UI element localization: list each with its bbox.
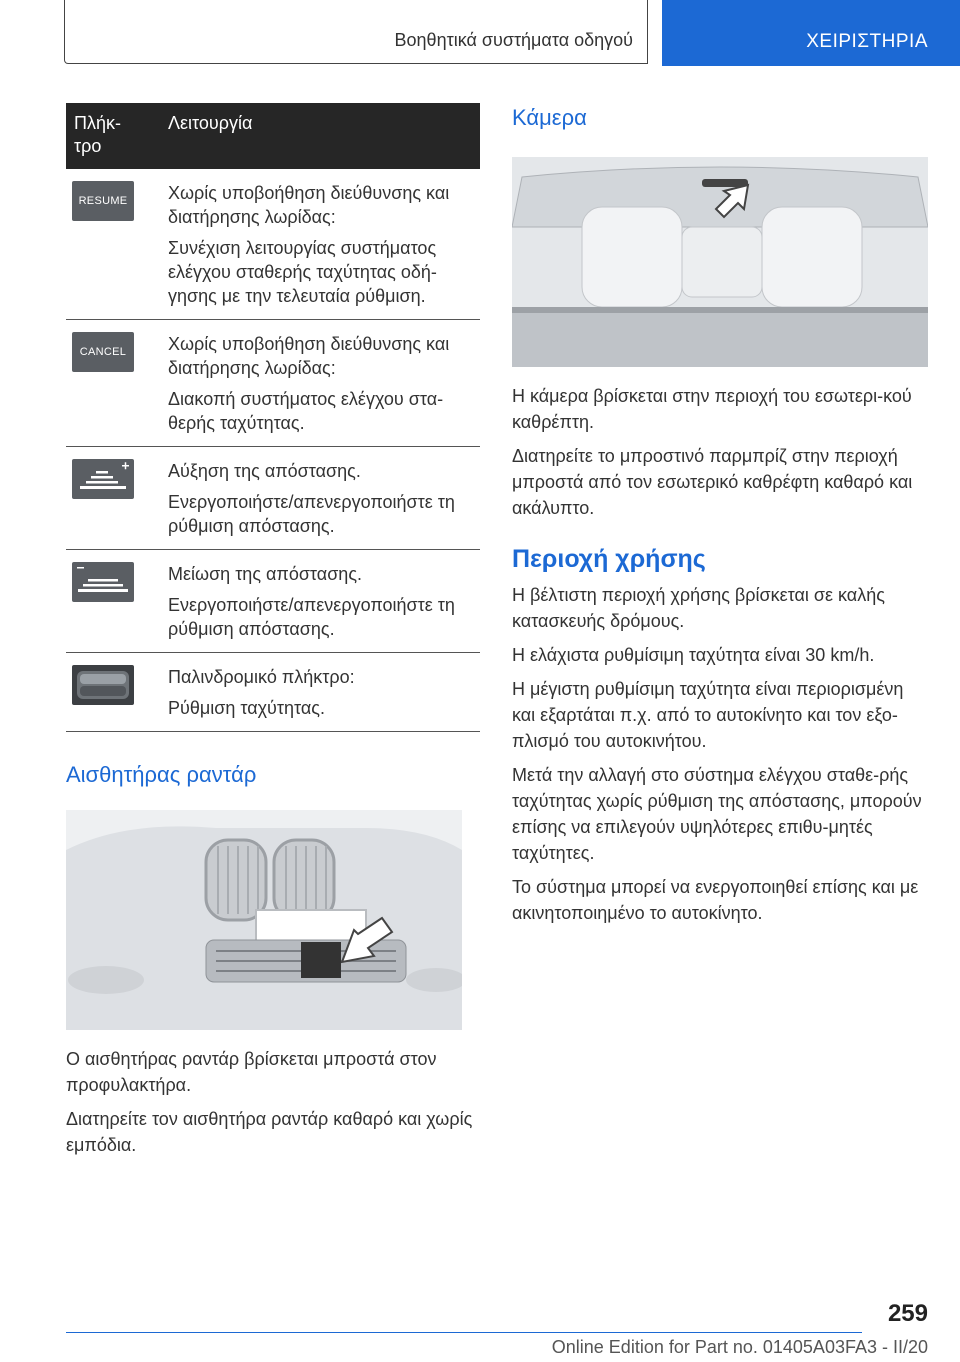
row-text: Συνέχιση λειτουργίας συστήματος ελέγχου σταθερής ταχύτητας οδή-γησης με την τελευταία ρύθμιση. xyxy=(168,238,437,306)
row-text: Αύξηση της απόστασης. xyxy=(168,461,361,481)
table-header-function: Λειτουργία xyxy=(160,103,480,169)
table-row xyxy=(66,447,480,550)
footer-divider xyxy=(66,1332,862,1333)
left-column xyxy=(66,103,480,1166)
row-text: Μείωση της απόστασης. xyxy=(168,564,362,584)
radar-sensor-illustration xyxy=(66,810,462,1030)
header-section-label: ΧΕΙΡΙΣΤΗΡΙΑ xyxy=(806,31,928,52)
row-text: Χωρίς υποβοήθηση διεύθυνσης και διατήρησης λωρίδας: xyxy=(168,334,450,378)
row-text: Ενεργοποιήστε/απενεργοποιήστε τη ρύθμιση απόστασης. xyxy=(168,492,455,536)
footer-edition: Online Edition for Part no. 01405A03FA3 - II/20 xyxy=(551,1337,928,1357)
radar-heading: Αισθητήρας ραντάρ xyxy=(66,762,257,787)
cancel-button[interactable] xyxy=(72,332,134,372)
usage-paragraph-1: Η βέλτιστη περιοχή χρήσης βρίσκεται σε καλής κατασκευής δρόμους. xyxy=(512,585,885,631)
header-title-box xyxy=(64,0,648,64)
row-text: Ρύθμιση ταχύτητας. xyxy=(168,698,325,718)
header-title: Βοηθητικά συστήματα οδηγού xyxy=(394,30,633,50)
radar-paragraph-2: Διατηρείτε τον αισθητήρα ραντάρ καθαρό και χωρίς εμπόδια. xyxy=(66,1109,473,1155)
table-row xyxy=(66,169,480,320)
usage-paragraph-2: Η ελάχιστα ρυθμίσιμη ταχύτητα είναι 30 km/h. xyxy=(512,645,875,665)
camera-heading: Κάμερα xyxy=(512,105,587,130)
camera-paragraph-1: Η κάμερα βρίσκεται στην περιοχή του εσωτερι-κού καθρέπτη. xyxy=(512,386,912,432)
table-header-row xyxy=(66,103,480,169)
page-number: 259 xyxy=(887,1300,928,1327)
table-header-key: Πλήκ- τρο xyxy=(66,103,160,169)
cancel-button-label: CANCEL xyxy=(79,346,127,358)
row-text: Χωρίς υποβοήθηση διεύθυνσης και διατήρησης λωρίδας: xyxy=(168,183,450,227)
resume-button[interactable] xyxy=(72,181,134,221)
usage-paragraph-5: Το σύστημα μπορεί να ενεργοποιηθεί επίσης και με ακινητοποιημένο το αυτοκίνητο. xyxy=(512,877,919,923)
row-text: Ενεργοποιήστε/απενεργοποιήστε τη ρύθμιση απόστασης. xyxy=(168,595,455,639)
usage-paragraph-3: Η μέγιστη ρυθμίσιμη ταχύτητα είναι περιορισμένη και εξαρτάται π.χ. από το αυτοκίνητο και τον εξο-πλισμό του αυτοκινήτου. xyxy=(512,679,904,751)
row-text: Διακοπή συστήματος ελέγχου στα-θερής ταχύτητας. xyxy=(168,389,444,433)
table-row xyxy=(66,653,480,732)
resume-button-label: RESUME xyxy=(78,195,128,207)
header-section-tab[interactable] xyxy=(662,0,960,66)
distance-decrease-icon[interactable] xyxy=(72,562,134,602)
camera-illustration xyxy=(512,157,928,367)
key-function-table xyxy=(66,103,480,732)
table-row xyxy=(66,320,480,447)
row-text: Παλινδρομικό πλήκτρο: xyxy=(168,667,355,687)
distance-increase-icon[interactable] xyxy=(72,459,134,499)
table-row xyxy=(66,550,480,653)
radar-paragraph-1: Ο αισθητήρας ραντάρ βρίσκεται μπροστά στον προφυλακτήρα. xyxy=(66,1049,437,1095)
right-column xyxy=(512,103,928,934)
usage-paragraph-4: Μετά την αλλαγή στο σύστημα ελέγχου σταθε-ρής ταχύτητας χωρίς ρύθμιση της απόστασης, μπορούν επίσης να επιλεγούν υψηλότερες επιθυ-μητές ταχύτητες. xyxy=(512,765,922,863)
usage-heading: Περιοχή χρήσης xyxy=(512,545,706,573)
camera-paragraph-2: Διατηρείτε το μπροστινό παρμπρίζ στην περιοχή μπροστά από τον εσωτερικό καθρέφτη καθαρό και ακάλυπτο. xyxy=(512,446,913,518)
rocker-switch-icon[interactable] xyxy=(72,665,134,705)
